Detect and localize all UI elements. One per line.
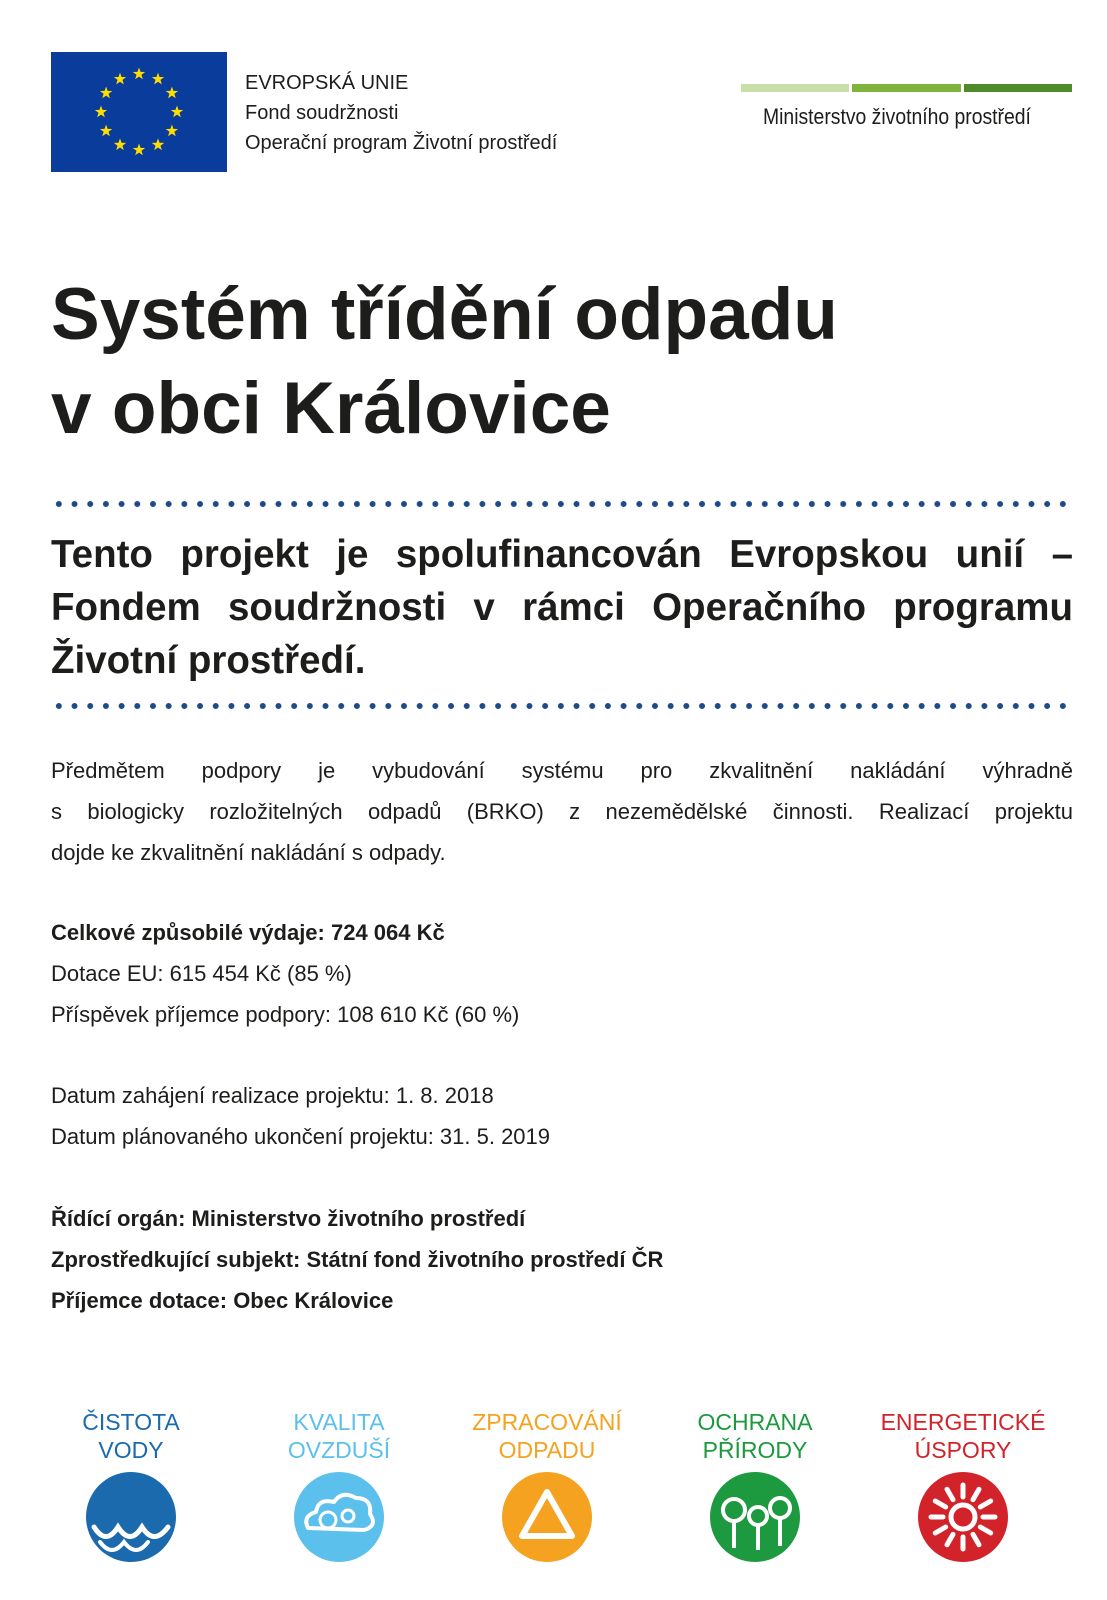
priority-water (31, 1408, 231, 1562)
priority-energy (863, 1408, 1063, 1562)
priority-label-line-2: PŘÍRODY (702, 1437, 808, 1463)
eu-star-icon (166, 125, 178, 137)
funding-line-1: Tento projekt je spolufinancován Evropskou unií – (51, 533, 1073, 576)
title-line-2: v obci Královice (51, 368, 611, 449)
ministry-name: Ministerstvo životního prostředí (763, 104, 1031, 129)
title-line-1: Systém třídění odpadu (51, 274, 838, 355)
sun-ray-icon (973, 1489, 979, 1499)
eu-star-icon (171, 106, 183, 118)
dotted-divider-top (51, 500, 1073, 508)
recycle-icon (502, 1472, 592, 1562)
priority-label-line-2: ODPADU (498, 1437, 596, 1463)
ministry-stripe-dark (964, 84, 1072, 92)
sun-ray-icon (935, 1527, 945, 1533)
eu-stars-graphic (51, 52, 227, 172)
priority-label-line-1: OCHRANA (697, 1409, 813, 1435)
eu-program-text (245, 68, 557, 158)
priority-label-line-1: ČISTOTA (82, 1409, 180, 1435)
eu-star-icon (100, 87, 112, 99)
ministry-stripe-light (741, 84, 849, 92)
ministry-stripe-mid (852, 84, 960, 92)
total-eligible-costs: Celkové způsobilé výdaje: 724 064 Kč (51, 920, 445, 945)
dates-block (51, 1075, 1073, 1157)
grant-recipient: Příjemce dotace: Obec Královice (51, 1288, 394, 1313)
sun-ray-icon (973, 1534, 979, 1544)
priority-label-line-1: KVALITA (293, 1409, 385, 1435)
funding-line-3: Životní prostředí. (51, 639, 366, 682)
sun-ray-icon (980, 1501, 990, 1507)
priority-nature (655, 1408, 855, 1562)
priority-label-line-2: OVZDUŠÍ (287, 1437, 391, 1463)
dotted-divider-bottom (51, 702, 1073, 710)
sun-ray-icon (980, 1527, 990, 1533)
eu-star-icon (95, 106, 107, 118)
priority-waste (447, 1408, 647, 1562)
authorities-block (51, 1198, 1073, 1321)
priority-air (239, 1408, 439, 1562)
priority-label-line-1: ENERGETICKÉ (880, 1409, 1046, 1435)
ministry-logo (741, 84, 1072, 129)
priority-label (239, 1408, 439, 1472)
air-icon (294, 1472, 384, 1562)
eu-star-icon (152, 73, 164, 85)
priority-label (863, 1408, 1063, 1472)
ministry-stripes (741, 84, 1072, 92)
eu-line-fund: Fond soudržnosti (245, 102, 399, 124)
end-date: Datum plánovaného ukončení projektu: 31. 5. 2019 (51, 1124, 551, 1149)
priority-label (31, 1408, 231, 1472)
finance-block (51, 912, 1073, 1035)
priority-label-line-2: VODY (98, 1437, 164, 1463)
eu-subsidy: Dotace EU: 615 454 Kč (85 %) (51, 961, 352, 986)
sun-ray-icon (947, 1534, 953, 1544)
priority-label-line-1: ZPRACOVÁNÍ (472, 1409, 622, 1435)
priority-icons (51, 1408, 1073, 1588)
eu-star-icon (114, 138, 126, 150)
funding-statement (51, 528, 1073, 687)
priority-label (655, 1408, 855, 1472)
page-title (51, 268, 838, 456)
priority-label-line-2: ÚSPORY (914, 1437, 1012, 1463)
priority-label (447, 1408, 647, 1472)
energy-icon (918, 1472, 1008, 1562)
eu-star-icon (152, 138, 164, 150)
eu-star-icon (166, 87, 178, 99)
recipient-contribution: Příspěvek příjemce podpory: 108 610 Kč (60 %) (51, 1002, 520, 1027)
sun-ray-icon (935, 1501, 945, 1507)
eu-flag-icon (51, 52, 227, 172)
funding-line-2: Fondem soudržnosti v rámci Operačního programu (51, 586, 1073, 629)
eu-line-union: EVROPSKÁ UNIE (245, 72, 409, 94)
intermediate-body: Zprostředkující subjekt: Státní fond životního prostředí ČR (51, 1247, 664, 1272)
description-line-3: dojde ke zkvalitnění nakládání s odpady. (51, 840, 446, 865)
eu-line-program: Operační program Životní prostředí (245, 132, 558, 154)
start-date: Datum zahájení realizace projektu: 1. 8. 2018 (51, 1083, 494, 1108)
eu-star-icon (133, 68, 145, 80)
sun-ray-icon (947, 1489, 953, 1499)
eu-star-icon (114, 73, 126, 85)
description-line-1: Předmětem podpory je vybudování systému pro zkvalitnění nakládání výhradně (51, 758, 1073, 783)
water-icon (86, 1472, 176, 1562)
nature-icon (710, 1472, 800, 1562)
eu-star-icon (133, 144, 145, 156)
project-description (51, 750, 1073, 873)
description-line-2: s biologicky rozložitelných odpadů (BRKO) z nezemědělské činnosti. Realizací projektu (51, 799, 1073, 824)
managing-authority: Řídící orgán: Ministerstvo životního prostředí (51, 1206, 526, 1231)
eu-star-icon (100, 125, 112, 137)
